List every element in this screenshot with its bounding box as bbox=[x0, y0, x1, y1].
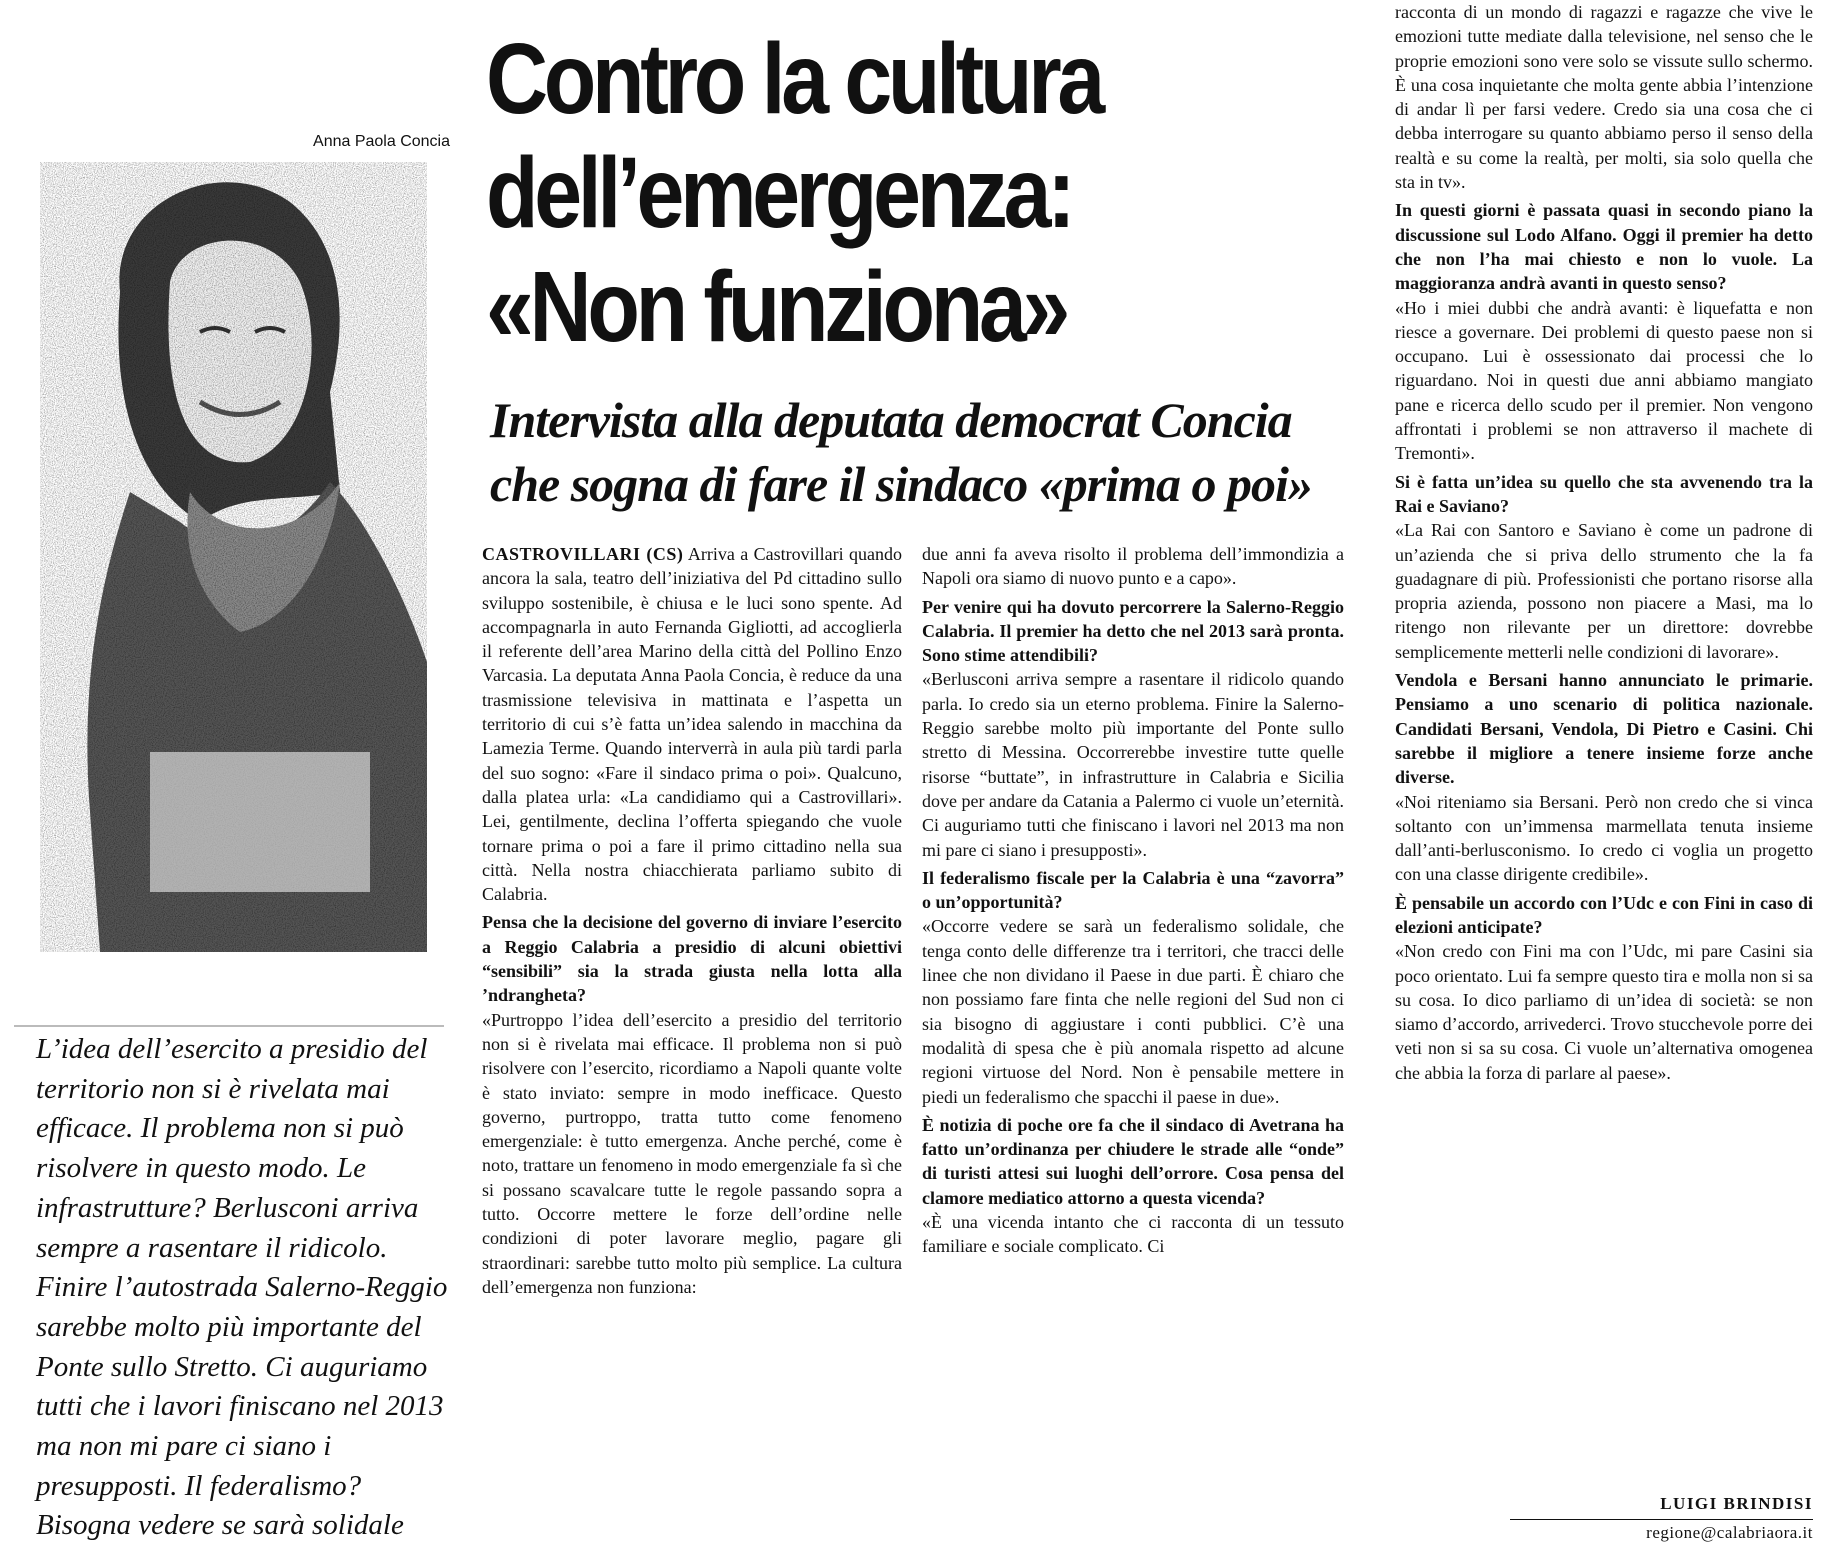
author-email: regione@calabriaora.it bbox=[1646, 1523, 1813, 1542]
subtitle-line-2: che sogna di fare il sindaco «prima o poi» bbox=[490, 456, 1312, 512]
question-8: È pensabile un accordo con l’Udc e con Fini in caso di elezioni anticipate? bbox=[1395, 892, 1813, 937]
question-4: È notizia di poche ore fa che il sindaco di Avetrana ha fatto un’ordinanza per chiudere le strade alle “onde” di turisti attesi sui luoghi dell’orrore. Cosa pensa del clamore mediatico attorno a questa vicenda? bbox=[922, 1114, 1344, 1208]
answer-7: «Noi riteniamo sia Bersani. Però non credo che si vinca soltanto con un’immensa marmellata tenuta insieme dall’anti-berlusconismo. Io credo ci voglia un progetto con una classe dirigente credibile». bbox=[1395, 791, 1813, 885]
article-column-1 bbox=[482, 542, 902, 1299]
byline: LUIGI BRINDISI bbox=[1660, 1494, 1813, 1513]
headline-line-3: «Non funziona» bbox=[486, 251, 1067, 363]
answer-3: «Occorre vedere se sarà un federalismo solidale, che tenga conto delle differenze tra i territori, che tracci delle linee che non dividano il Paese in due parti. È chiaro che non possiamo fare finta che nelle regioni del Sud non ci sia bisogno di aggiustare i conti pubblici. C’è una modalità di spesa che è più anomala rispetto ad alcune regioni virtuose del Nord. Non è pensabile mettere in piedi un federalismo che spacchi il paese in due». bbox=[922, 916, 1344, 1107]
article-column-2 bbox=[922, 542, 1344, 1259]
answer-6: «La Rai con Santoro e Saviano è come un padrone di un’azienda che si priva dello strumento che la fa guadagnare di più. Professionisti che portano risorse alla propria azienda, possono non piacere a Masi, ma lo ritengo non rilevante per un direttore: dovrebbe semplicemente metterli nelle condizioni di lavorare». bbox=[1395, 520, 1813, 662]
article-column-3 bbox=[1395, 0, 1813, 1085]
question-6: Si è fatta un’idea su quello che sta avvenendo tra la Rai e Saviano? bbox=[1395, 471, 1813, 516]
intro-paragraph bbox=[482, 542, 902, 906]
answer-4: «È una vicenda intanto che ci racconta di un tessuto familiare e sociale complicato. Ci bbox=[922, 1212, 1344, 1257]
subtitle bbox=[490, 388, 1370, 516]
answer-4-continued: racconta di un mondo di ragazzi e ragazze che vive le emozioni tutte mediate dalla televisione, nel senso che le proprie emozioni sono vere solo se vissute sullo schermo. È una cosa inquietante che molta gente abbia l’intenzione di andar lì per farsi vedere. Credo sia una cosa che ci debba interrogare su quanto abbiamo perso il senso della realtà e su come la realtà, per molti, sia solo quella che sta in tv». bbox=[1395, 2, 1813, 193]
portrait-photo bbox=[40, 162, 427, 952]
headline bbox=[486, 22, 1243, 364]
subtitle-line-1: Intervista alla deputata democrat Concia bbox=[490, 392, 1292, 448]
intro-text: Arriva a Castrovillari quando ancora la sala, teatro dell’iniziativa del Pd cittadino sullo sviluppo sostenibile, è chiusa e le luci sono spente. Ad accompagnarla in auto Fernanda Gigliotti, ad accoglierla il referente dell’area Marino della città del Pollino Enzo Varcasia. La deputata Anna Paola Concia, è reduce da una trasmissione televisiva in mattinata e l’aspetta un territorio di cui s’è fatta un’idea salendo in macchina da Lamezia Terme. Quando interverrà in aula più tardi parla del suo sogno: «Fare il sindaco prima o poi». Qualcuno, dalla platea urla: «La candidiamo qui a Castrovillari». Lei, gentilmente, declina l’offerta spiegando che vuole tornare prima o poi a fare il primo cittadino nella sua città. Nella nostra chiacchierata parliamo subito di Calabria. bbox=[482, 544, 902, 905]
photo-caption: Anna Paola Concia bbox=[313, 133, 450, 150]
pull-quote bbox=[36, 1030, 448, 1546]
question-3: Il federalismo fiscale per la Calabria è una “zavorra” o un’opportunità? bbox=[922, 867, 1344, 913]
answer-2: «Berlusconi arriva sempre a rasentare il ridicolo quando parla. Io credo sia un eterno problema. Finire la Salerno-Reggio sarebbe molto più importante del Ponte sullo stretto di Messina. Occorrerebbe investire tutte quelle risorse “buttate”, in infrastrutture in Calabria e Sicilia dove per andare da Catania a Palermo ci vuole un’eternità. Ci auguriamo tutti che finiscano i lavori nel 2013 ma non mi pare ci siano i presupposti». bbox=[922, 669, 1344, 860]
question-1: Pensa che la decisione del governo di inviare l’esercito a Reggio Calabria a presidio di alcuni obiettivi “sensibili” sia la strada giusta nella lotta alla ’ndrangheta? bbox=[482, 912, 902, 1006]
question-2: Per venire qui ha dovuto percorrere la Salerno-Reggio Calabria. Il premier ha detto che nel 2013 sarà pronta. Sono stime attendibili? bbox=[922, 596, 1344, 666]
headline-line-1: Contro la cultura bbox=[486, 23, 1101, 135]
answer-1: «Purtroppo l’idea dell’esercito a presidio del territorio non si è rivelata mai efficace. Il problema non si può risolvere con l’esercito, ricordiamo a Napoli quante volte è stato inviato: sempre in modo inefficace. Questo governo, purtroppo, tratta tutto come fenomeno emergenziale: è tutto emergenza. Anche perché, come è noto, trattare un fenomeno in modo emergenziale fa sì che si possano scavalcare tutte le regole passando sopra a tutto. Occorre mettere le forze dell’ordine nelle condizioni di poter lavorare meglio, pagare gli straordinari: sarebbe tutto molto più semplice. La cultura dell’emergenza non funziona: bbox=[482, 1009, 902, 1297]
headline-line-2: dell’emergenza: bbox=[486, 137, 1072, 249]
photo-divider bbox=[14, 1025, 444, 1027]
byline-divider bbox=[1510, 1519, 1813, 1520]
dateline: CASTROVILLARI (CS) bbox=[482, 544, 684, 564]
answer-1-continued: due anni fa aveva risolto il problema dell’immondizia a Napoli ora siamo di nuovo punto e a capo». bbox=[922, 544, 1344, 589]
answer-8: «Non credo con Fini ma con l’Udc, mi pare Casini sia poco orientato. Lui fa sempre questo tira e molla non si sa su cosa. Io dico parliamo di un’idea di società: se non siamo d’accordo, arrivederci. Trovo stucchevole porre dei veti non si sa su cosa. Ci vuole un’alternativa omogenea che abbia la forza di parlare al paese». bbox=[1395, 941, 1813, 1083]
question-5: In questi giorni è passata quasi in secondo piano la discussione sul Lodo Alfano. Oggi il premier ha detto che non l’ha mai chiesto e non lo vuole. La maggioranza andrà avanti in questo senso? bbox=[1395, 200, 1813, 294]
answer-5: «Ho i miei dubbi che andrà avanti: è liquefatta e non riesce a governare. Dei problemi di questo paese non si occupano. Lui è ossessionato dai processi che lo riguardano. Noi in questi due anni abbiamo mangiato pane e ricerca dello scudo per il premier. Non vengono affrontati i problemi se non attraverso il machete di Tremonti». bbox=[1395, 297, 1813, 464]
pull-quote-text: L’idea dell’esercito a presidio del territorio non si è rivelata mai efficace. Il problema non si può risolvere in questo modo. Le infrastrutture? Berlusconi arriva sempre a rasentare il ridicolo. Finire l’autostrada Salerno-Reggio sarebbe molto più importante del Ponte sullo Stretto. Ci auguriamo tutti che i lavori finiscano nel 2013 ma non mi pare ci siano i presupposti. Il federalismo? Bisogna vedere se sarà solidale bbox=[36, 1033, 448, 1542]
question-7: Vendola e Bersani hanno annunciato le primarie. Pensiamo a uno scenario di politica nazionale. Candidati Bersani, Vendola, Di Pietro e Casini. Chi sarebbe il migliore a tenere insieme forze anche diverse. bbox=[1395, 670, 1813, 788]
